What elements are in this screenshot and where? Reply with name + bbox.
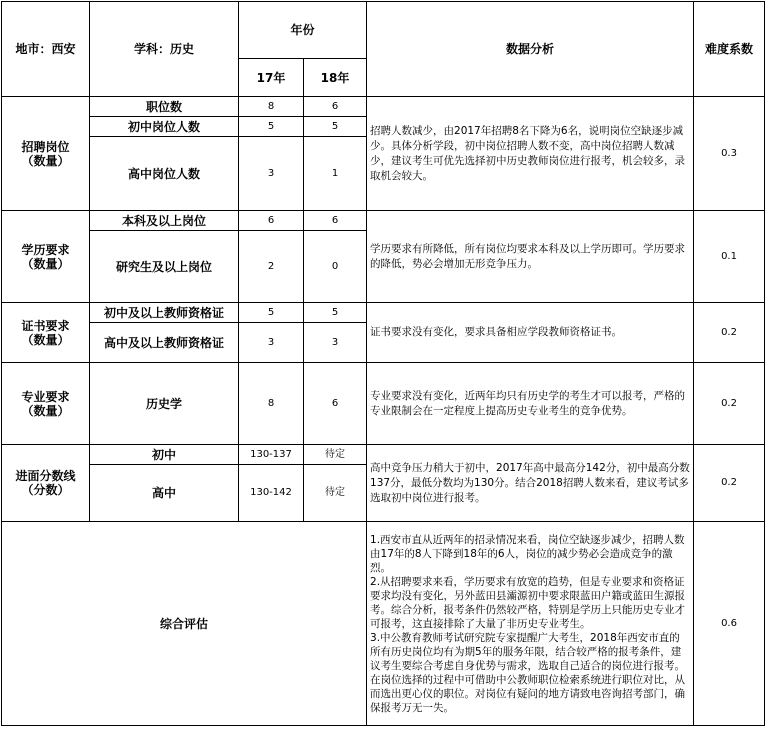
certificate-value-17: 5 — [239, 303, 304, 323]
certificate-value-18: 5 — [304, 303, 367, 323]
score-analysis: 高中竞争压力稍大于初中，2017年高中最高分142分，初中最高分数137分，最低分数均为130分。结合2018招聘人数来看，建议考试多选取初中岗位进行报考。 — [367, 445, 694, 522]
summary-point: 2.从招聘要求来看，学历要求有放宽的趋势，但是专业要求和资格证要求均没有变化，另外蓝田县灞源初中要求限蓝田户籍或蓝田生源报考。综合分析，报考条件仍然较严格，特别是学历上只能历史专业才可报考，这直接排除了大量了非历史专业考生。 — [370, 575, 686, 630]
score-item: 初中 — [90, 445, 239, 465]
analysis-header: 数据分析 — [367, 2, 694, 97]
education-analysis: 学历要求有所降低，所有岗位均要求本科及以上学历即可。学历要求的降低，势必会增加无形竞争压力。 — [367, 211, 694, 303]
recruit-value-17: 8 — [239, 97, 304, 117]
recruit-analysis: 招聘人数减少，由2017年招聘8名下降为6名，说明岗位空缺逐步减少。具体分析学段，初中岗位招聘人数不变，高中岗位招聘人数减少，建议考生可优先选择初中历史教师岗位进行报考，机会较多，录取机会较大。 — [367, 97, 694, 211]
recruit-value-18: 5 — [304, 117, 367, 137]
score-item: 高中 — [90, 465, 239, 522]
year-header: 年份 — [239, 2, 367, 59]
education-value-18: 6 — [304, 211, 367, 231]
year-17-header: 17年 — [239, 59, 304, 97]
summary-point: 3.中公教育教师考试研究院专家提醒广大考生，2018年西安市直的所有历史岗位均有为期5年的服务年限，结合较严格的报考条件，建议考生要综合考虑自身优势与需求，选取自己适合的岗位进行报考。在岗位选择的过程中可借助中公教师职位检索系统进行职位对比，从而选出更心仪的职位。对岗位有疑问的地方请致电咨询招考部门，确保报考万无一失。 — [370, 631, 686, 714]
education-item: 研究生及以上岗位 — [90, 231, 239, 303]
recruitment-analysis-table — [1, 1, 765, 726]
recruit-value-17: 5 — [239, 117, 304, 137]
major-section-title: 专业要求 （数量） — [2, 363, 90, 445]
major-item: 历史学 — [90, 363, 239, 445]
major-difficulty: 0.2 — [694, 363, 765, 445]
certificate-difficulty: 0.2 — [694, 303, 765, 363]
recruit-difficulty: 0.3 — [694, 97, 765, 211]
education-difficulty: 0.1 — [694, 211, 765, 303]
major-value-18: 6 — [304, 363, 367, 445]
education-item: 本科及以上岗位 — [90, 211, 239, 231]
score-value-17: 130-142 — [239, 465, 304, 522]
score-value-18: 待定 — [304, 445, 367, 465]
recruit-value-18: 6 — [304, 97, 367, 117]
score-difficulty: 0.2 — [694, 445, 765, 522]
certificate-value-17: 3 — [239, 323, 304, 363]
recruit-item: 职位数 — [90, 97, 239, 117]
summary-content — [367, 522, 694, 726]
recruit-item: 初中岗位人数 — [90, 117, 239, 137]
region-header: 地市：西安 — [2, 2, 90, 97]
certificate-analysis: 证书要求没有变化，要求具备相应学段教师资格证书。 — [367, 303, 694, 363]
certificate-item: 初中及以上教师资格证 — [90, 303, 239, 323]
score-section-title: 进面分数线 （分数） — [2, 445, 90, 522]
recruit-item: 高中岗位人数 — [90, 137, 239, 211]
recruit-value-18: 1 — [304, 137, 367, 211]
summary-point: 1.西安市直从近两年的招录情况来看，岗位空缺逐步减少，招聘人数由17年的8人下降到18年的6人，岗位的减少势必会造成竞争的激烈。 — [370, 533, 685, 574]
education-value-18: 0 — [304, 231, 367, 303]
recruit-section-title: 招聘岗位 （数量） — [2, 97, 90, 211]
certificate-item: 高中及以上教师资格证 — [90, 323, 239, 363]
major-analysis: 专业要求没有变化，近两年均只有历史学的考生才可以报考，严格的专业限制会在一定程度上提高历史专业考生的竞争优势。 — [367, 363, 694, 445]
education-value-17: 6 — [239, 211, 304, 231]
major-value-17: 8 — [239, 363, 304, 445]
certificate-value-18: 3 — [304, 323, 367, 363]
education-value-17: 2 — [239, 231, 304, 303]
certificate-section-title: 证书要求 （数量） — [2, 303, 90, 363]
recruit-value-17: 3 — [239, 137, 304, 211]
score-value-18: 待定 — [304, 465, 367, 522]
education-section-title: 学历要求 （数量） — [2, 211, 90, 303]
summary-difficulty: 0.6 — [694, 522, 765, 726]
year-18-header: 18年 — [304, 59, 367, 97]
difficulty-header: 难度系数 — [694, 2, 765, 97]
subject-header: 学科：历史 — [90, 2, 239, 97]
score-value-17: 130-137 — [239, 445, 304, 465]
summary-title: 综合评估 — [2, 522, 367, 726]
